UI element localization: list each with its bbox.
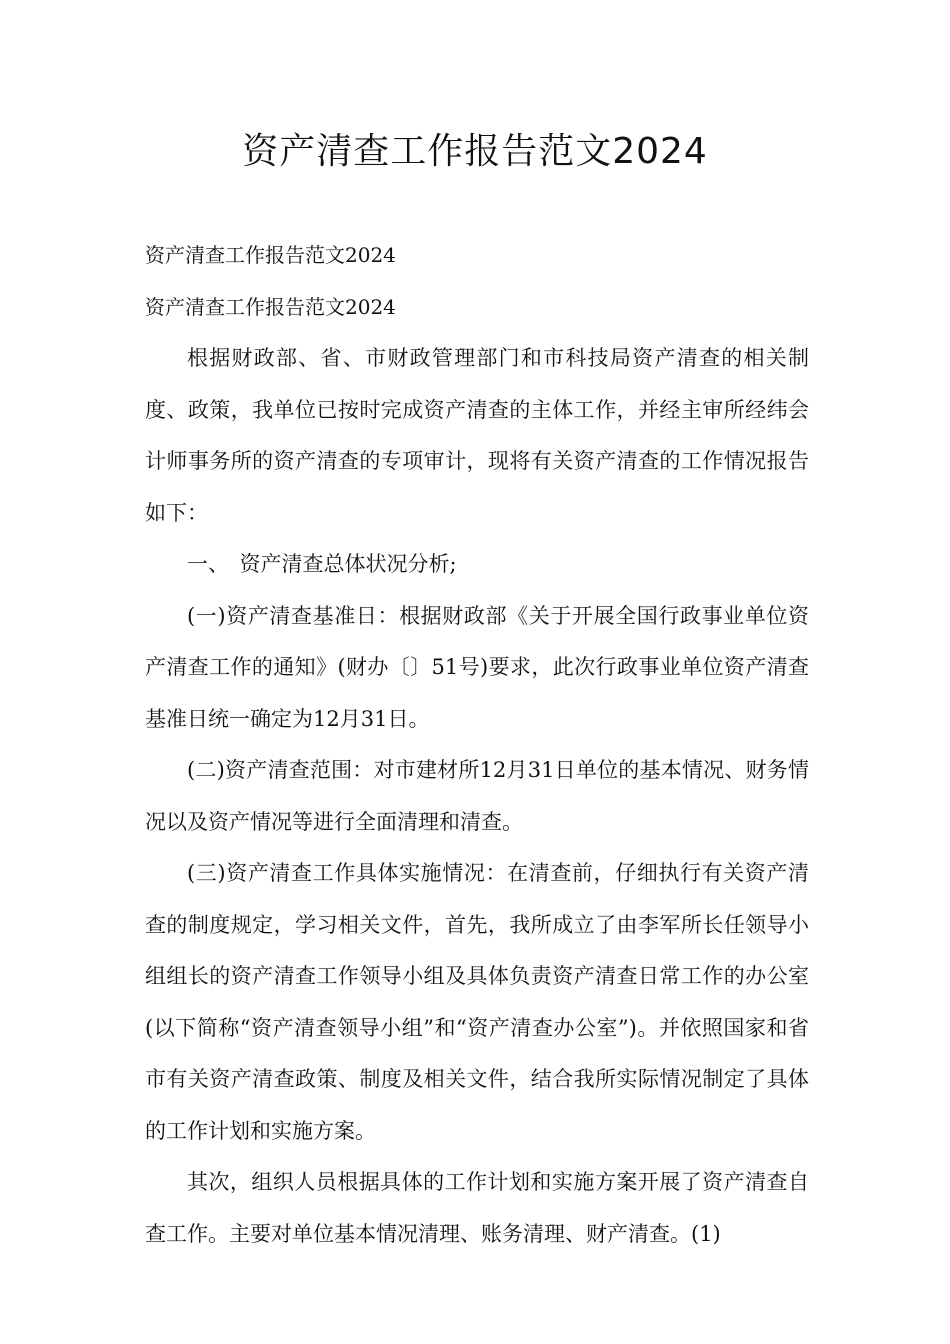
paragraph-self-check: 其次，组织人员根据具体的工作计划和实施方案开展了资产清查自查工作。主要对单位基本情况清理、账务清理、财产清查。(1)	[145, 1170, 809, 1246]
document-title: 资产清查工作报告范文2024	[242, 131, 708, 172]
repeated-title-line-2: 资产清查工作报告范文2024	[145, 294, 396, 319]
paragraph-implementation: (三)资产清查工作具体实施情况：在清查前，仔细执行有关资产清查的制度规定，学习相关文件，首先，我所成立了由李军所长任领导小组组长的资产清查工作领导小组及具体负责资产清查日常工作的办公室(以下简称“资产清查领导小组”和“资产清查办公室”)。并依照国家和省市有关资产清查政策、制度及相关文件，结合我所实际情况制定了具体的工作计划和实施方案。	[145, 861, 809, 1143]
intro-paragraph: 根据财政部、省、市财政管理部门和市科技局资产清查的相关制度、政策，我单位已按时完成资产清查的主体工作，并经主审所经纬会计师事务所的资产清查的专项审计，现将有关资产清查的工作情况报告如下：	[145, 346, 809, 525]
document-body	[145, 230, 809, 1260]
repeated-title-line-1: 资产清查工作报告范文2024	[145, 243, 396, 267]
section-heading-1: 一、 资产清查总体状况分析;	[187, 552, 457, 576]
paragraph-base-date: (一)资产清查基准日：根据财政部《关于开展全国行政事业单位资产清查工作的通知》(财办〔〕51号)要求，此次行政事业单位资产清查基准日统一确定为12月31日。	[145, 603, 809, 731]
paragraph-scope: (二)资产清查范围：对市建材所12月31日单位的基本情况、财务情况以及资产情况等进行全面清理和清查。	[145, 758, 809, 834]
